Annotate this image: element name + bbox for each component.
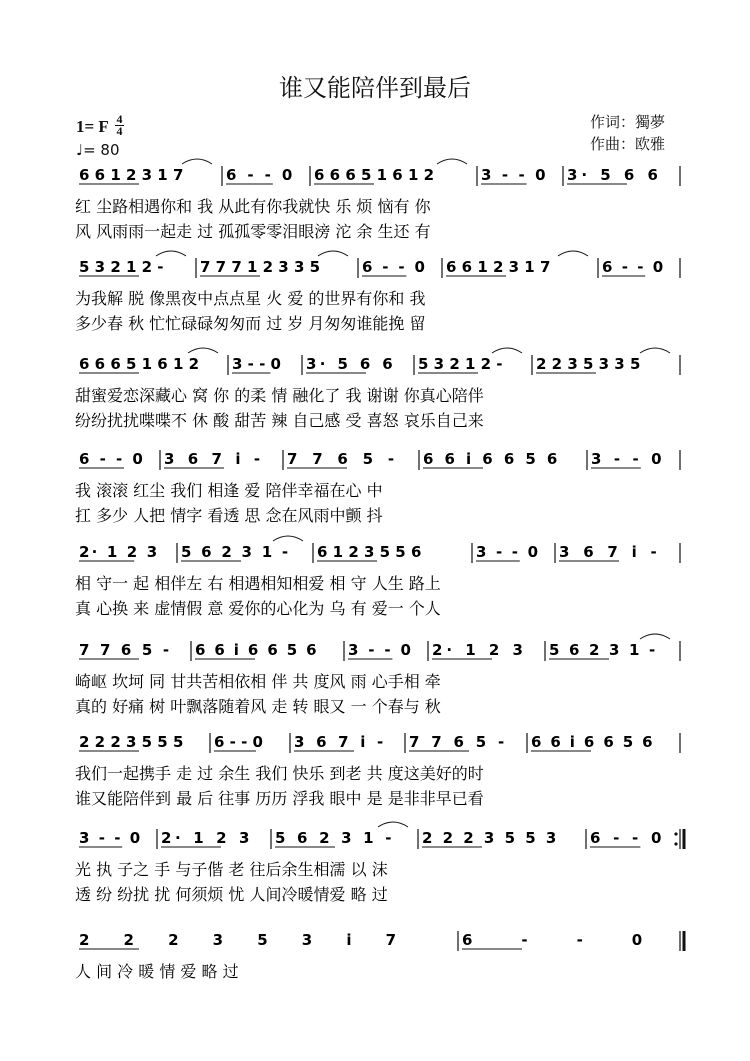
score-row <box>75 348 680 430</box>
composer: 作曲：欧雅 <box>590 135 666 153</box>
measure-notes: 6 6 i 6 6 5 6 <box>195 641 317 659</box>
measure-notes: 3 - - 0 <box>476 543 539 561</box>
score-row <box>75 634 680 716</box>
measure-notes: 6 6 1 2 3 1 7 <box>79 166 184 184</box>
measure-notes: 6 6 i 6 6 5 6 <box>531 733 653 751</box>
measure-notes: 2· 1 2 3 <box>161 829 250 847</box>
measure-notes: 6 - - 0 <box>362 258 425 276</box>
score-row <box>75 931 684 981</box>
lyrics-line-1: 我 滚滚 红尘 我们 相逢 爱 陪伴幸福在心 中 <box>75 481 383 500</box>
score-row <box>75 251 680 333</box>
slur <box>378 822 408 827</box>
measure-notes: 3 6 7 i - <box>294 733 384 751</box>
measure-notes: 2 2 2 3 5 3 i 7 <box>79 931 397 949</box>
lyrics-line-1: 人 间 冷 暖 情 爱 略 过 <box>75 962 239 981</box>
key-signature: 1= F <box>76 117 109 136</box>
measure-notes: 2· 1 2 3 <box>432 641 523 659</box>
score-row <box>75 822 684 904</box>
measure-notes: 6 6 6 5 1 6 1 2 <box>314 166 435 184</box>
score-row <box>75 536 680 618</box>
slur <box>640 348 670 353</box>
measure-notes: 6 6 6 5 1 6 1 2 <box>79 355 200 373</box>
measure-notes: 3 - - 0 <box>481 166 546 184</box>
measure-notes: 5 3 2 1 2 - <box>79 258 164 276</box>
lyrics-line-1: 红 尘路相遇你和 我 从此有你我就快 乐 烦 恼有 你 <box>75 197 431 216</box>
measure-notes: 6 - - 0 <box>590 829 662 847</box>
measure-notes: 6 - - 0 <box>214 733 263 751</box>
measure-notes: 6 - - 0 <box>462 931 643 949</box>
slur <box>273 536 303 541</box>
measure-notes: 2 2 3 5 3 3 5 <box>536 355 641 373</box>
repeat-dot <box>674 832 677 835</box>
measure-notes: 7 7 7 1 2 3 3 5 <box>200 258 321 276</box>
measure-notes: 2 2 2 3 5 5 5 <box>79 733 184 751</box>
lyrics-line-2: 谁又能陪伴到 最 后 往事 历历 浮我 眼中 是 是非非早已看 <box>75 789 484 808</box>
lyrics-line-2: 透 纷 纷扰 扰 何须烦 忧 人间冷暖情爱 略 过 <box>75 885 388 904</box>
measure-notes: 6 6 i 6 6 5 6 <box>423 450 558 468</box>
time-signature-bottom: 4 <box>116 124 123 138</box>
lyrics-line-1: 崎岖 坎坷 同 甘共苦相依相 伴 共 度风 雨 心手相 牵 <box>75 672 441 691</box>
song-title: 谁又能陪伴到最后 <box>279 74 471 102</box>
lyricist: 作词：獨夢 <box>590 113 666 131</box>
slur <box>437 159 467 164</box>
measure-notes: 7 7 6 5 - <box>79 641 170 659</box>
lyrics-line-1: 为我解 脱 像黑夜中点点星 火 爱 的世界有你和 我 <box>75 289 426 308</box>
slur <box>558 251 588 256</box>
measure-notes: 6 - - 0 <box>226 166 293 184</box>
measure-notes: 5 6 2 3 1 - <box>275 829 392 847</box>
slur <box>156 251 186 256</box>
measure-notes: 6 6 1 2 3 1 7 <box>446 258 551 276</box>
measure-notes: 2 2 2 3 5 5 3 <box>422 829 557 847</box>
lyrics-line-2: 真 心换 来 虚情假 意 爱你的心化为 乌 有 爱一 个人 <box>75 599 441 618</box>
lyrics-line-1: 甜蜜爱恋深藏心 窝 你 的柔 情 融化了 我 谢谢 你真心陪伴 <box>75 386 484 405</box>
lyrics-line-2: 风 风雨雨一起走 过 孤孤零零泪眼滂 沱 余 生还 有 <box>75 222 431 241</box>
measure-notes: 5 6 2 3 1 - <box>549 641 656 659</box>
measure-notes: 3· 5 6 6 <box>306 355 393 373</box>
measure-notes: 6 - - 0 <box>602 258 664 276</box>
lyrics-line-1: 光 执 子之 手 与子偕 老 往后余生相濡 以 沫 <box>75 860 388 879</box>
lyrics-line-2: 多少春 秋 忙忙碌碌匆匆而 过 岁 月匆匆谁能挽 留 <box>75 314 426 333</box>
measure-notes: 5 6 2 3 1 - <box>181 543 289 561</box>
score-row <box>75 733 680 808</box>
time-signature-top: 4 <box>116 112 123 126</box>
measure-notes: 3 6 7 i - <box>559 543 657 561</box>
slur <box>640 634 670 639</box>
measure-notes: 5 3 2 1 2 - <box>418 355 503 373</box>
lyrics-line-1: 我们一起携手 走 过 余生 我们 快乐 到老 共 度这美好的时 <box>75 764 484 783</box>
tempo-mark: ♩= 80 <box>76 141 120 159</box>
measure-notes: 3 - - 0 <box>348 641 411 659</box>
measure-notes: 3 - - 0 <box>232 355 281 373</box>
measure-notes: 3 6 7 i - <box>164 450 261 468</box>
measure-notes: 3 - - 0 <box>79 829 141 847</box>
measure-notes: 3 - - 0 <box>591 450 662 468</box>
score-row <box>75 450 680 525</box>
lyrics-line-2: 扛 多少 人把 情字 看透 思 念在风雨中颤 抖 <box>75 506 383 525</box>
repeat-dot <box>674 842 677 845</box>
measure-notes: 3· 5 6 6 <box>567 166 658 184</box>
slur <box>182 159 212 164</box>
measure-notes: 2· 1 2 3 <box>79 543 158 561</box>
measure-notes: 6 1 2 3 5 5 6 <box>317 543 422 561</box>
lyrics-line-1: 相 守一 起 相伴左 右 相遇相知相爱 相 守 人生 路上 <box>75 574 441 593</box>
slur <box>188 348 218 353</box>
measure-notes: 7 7 6 5 - <box>287 450 395 468</box>
slur <box>492 348 522 353</box>
slur <box>318 251 348 256</box>
measure-notes: 6 - - 0 <box>79 450 143 468</box>
measure-notes: 7 7 6 5 - <box>409 733 505 751</box>
lyrics-line-2: 纷纷扰扰喋喋不 休 酸 甜苦 辣 自己感 受 喜怒 哀乐自己来 <box>75 411 484 430</box>
score-row <box>75 159 680 241</box>
lyrics-line-2: 真的 好痛 树 叶飘落随着风 走 转 眼又 一 个春与 秋 <box>75 697 441 716</box>
